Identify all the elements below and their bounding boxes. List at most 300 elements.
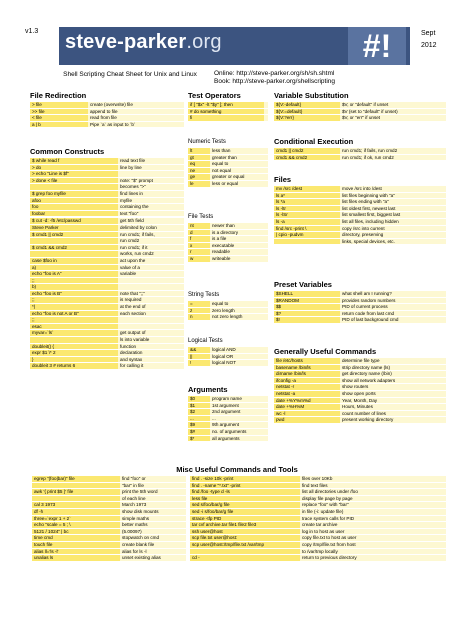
description-cell: is required [118,297,184,303]
table-row [190,549,446,555]
command-cell: pwd [274,417,340,423]
command-cell: cal 3 1973 [32,502,120,508]
description-cell: Year, Month, Day [340,398,446,404]
description-cell: line by line [118,165,184,171]
command-cell: *) [30,304,118,310]
table-row [30,204,184,210]
command-cell: ;; [30,317,118,323]
command-cell: touch file [32,542,120,548]
table-row [188,429,268,435]
command-cell: $9 [188,422,210,428]
table-row [32,516,186,522]
site-banner [59,27,410,65]
command-cell: ;; [30,278,118,284]
description-cell: show routers [340,384,446,390]
command-cell: if [ "$x" -lt "$y" ]; then [188,102,264,108]
command-cell: alias ll='ls -l' [32,549,120,555]
command-cell: $ grep foo myfile [30,191,118,197]
description-cell: move /src into /dest [340,186,446,192]
description-cell: note that ";;" [118,291,184,297]
command-cell: # do something [188,109,264,115]
command-cell: sed -i s/foo/bar/g file [190,509,300,515]
description-cell: present working directory [340,417,446,423]
table-row [274,206,446,212]
command-cell: file /etc/hosts [274,358,340,364]
table-row [274,102,446,108]
description-cell: greater or equal [210,174,268,180]
version-label: v1.3 [25,28,39,35]
command-cell: case $foo in [30,258,118,264]
command-cell: $$ [274,304,340,310]
table-row [188,115,268,121]
command-cell: > file [30,102,88,108]
section-files [274,175,446,245]
command-cell: $0 [188,396,210,402]
command-cell: expr $1 \* 2 [30,350,118,356]
section-title: Numeric Tests [188,139,226,145]
description-cell: no. of arguments [210,429,268,435]
table-row [32,522,186,528]
command-cell: f [188,236,210,242]
description-cell: equal to [210,161,268,167]
command-cell: < file [30,115,88,121]
description-cell: is a directory [210,230,268,236]
table-row [30,297,184,303]
description-cell: logical NOT [210,360,268,366]
description-cell: list files ending with "a" [340,199,446,205]
description-cell: is a file [210,236,268,242]
command-cell [30,251,118,257]
command-cell: n [188,314,210,320]
table-row [274,226,446,232]
table-row [188,422,268,428]
command-cell: ls -ltr [274,206,340,212]
description-cell: value of a [118,265,184,271]
command-cell: fi [188,115,264,121]
table-row [188,161,268,167]
table-row [274,317,446,323]
command-cell: && [188,347,210,353]
table-row [30,284,184,290]
command-cell: $1 [188,403,210,409]
command-cell [274,239,340,245]
description-cell: zero length [210,308,268,314]
command-cell: sed s/foo/bar/g file [190,502,300,508]
description-cell: create (overwrite) file [88,102,184,108]
table-row [30,165,184,171]
description-cell: links, special devices, etc. [340,239,446,245]
section-title: Generally Useful Commands [274,347,377,356]
table-row [274,115,446,121]
description-cell: for calling it [118,363,184,369]
section-title: Test Operators [188,91,241,100]
table-row [32,476,186,482]
misc-commands-right [190,475,446,562]
command-cell: ls -lSr [274,212,340,218]
description-cell: logical AND [210,347,268,353]
table-row [274,358,446,364]
table-row [188,148,268,154]
description-cell: list files beginning with "a" [340,193,446,199]
table-row [30,184,184,190]
description-cell: less than [210,148,268,154]
command-cell: ${V:?err} [274,115,340,121]
description-cell: to /var/tmp locally [300,549,446,555]
command-cell: } [30,357,118,363]
description-cell: provides random numbers [340,298,446,304]
command-cell: ssh user@host [190,529,300,535]
description-cell: find lines in [118,191,184,197]
description-cell: not equal [210,168,268,174]
table-row [274,404,446,410]
description-cell: in file (-i: update file) [300,509,446,515]
online-link[interactable]: Online: http://steve-parker.org/sh/sh.shtml [214,70,335,77]
command-cell: basename /bin/ls [274,365,340,371]
table-row [30,102,184,108]
command-cell: z [188,308,210,314]
description-cell: "bar" in file [120,483,186,489]
command-table [188,300,268,321]
table-row [32,502,186,508]
command-cell: unalias ls [32,555,120,561]
command-cell: cd - [190,555,300,561]
command-cell: find /src -print \ [274,226,340,232]
command-cell: lt [188,148,210,154]
section-title: Common Constructs [30,147,105,156]
table-row [30,311,184,317]
table-row [188,416,268,422]
description-cell: becomes ">" [118,184,184,190]
page-subtitle: Shell Scripting Cheat Sheet for Unix and Linux [63,71,197,78]
table-row [30,109,184,115]
section-title: File Redirection [30,91,87,100]
table-row [190,489,446,495]
table-row [190,535,446,541]
command-cell: $# [188,429,210,435]
table-row [188,436,268,442]
description-cell: copy file.txt to host as user [300,535,446,541]
description-cell [264,102,268,108]
logo-org: .org [186,31,222,53]
section-title: Preset Variables [274,280,332,289]
description-cell: directory, preserving [340,232,446,238]
description-cell: return code from last cmd [340,311,446,317]
description-cell: 2nd argument [210,409,268,415]
table-row [274,378,446,384]
table-row [32,509,186,515]
description-cell: greater than [210,155,268,161]
section-title: Conditional Execution [274,137,354,146]
description-cell: copy /tmp/file.txt from host [300,542,446,548]
table-row [30,291,184,297]
command-cell: date +%H%M [274,404,340,410]
table-row [274,199,446,205]
command-table [274,185,446,245]
table-row [274,398,446,404]
description-cell: not zero length [210,314,268,320]
misc-commands-left [32,475,186,562]
description-cell [264,109,268,115]
command-cell: tar cvf archive.tar file1 file2 file3 [190,522,300,528]
command-cell [32,496,120,502]
table-row [188,174,268,180]
description-cell [118,284,184,290]
table-row [188,230,268,236]
command-cell: Steve Parker [30,225,118,231]
table-row [274,291,446,297]
description-cell: run cmd1; if ok, run cmd2 [340,155,446,161]
date-year: 2012 [421,42,437,49]
table-row [274,365,446,371]
command-cell: nt [188,223,210,229]
command-cell: echo "scale = 5 ; \ [32,522,120,528]
description-cell: count number of lines [340,411,446,417]
command-cell: echo "foo is A" [30,271,118,277]
command-cell: gt [188,155,210,161]
description-cell: $V, or "default" if unset [340,102,446,108]
description-cell: files over 10Kb [300,476,446,482]
table-row [274,186,446,192]
command-cell: x [188,243,210,249]
table-row [188,347,268,353]
description-cell: copy /src into current [340,226,446,232]
section-string-tests [188,290,268,321]
table-row [30,245,184,251]
description-cell: all arguments [210,436,268,442]
table-row [30,218,184,224]
description-cell [264,115,268,121]
table-row [188,308,268,314]
table-row [188,102,268,108]
command-cell: foo [30,204,118,210]
table-row [30,337,184,343]
command-table [188,101,268,122]
description-cell: delimited by colon [118,225,184,231]
command-table [190,475,446,562]
table-row [30,258,184,264]
command-cell: $ cmd1 && cmd2 [30,245,118,251]
table-row [32,489,186,495]
command-cell: >> file [30,109,88,115]
section-title: Arguments [188,385,228,394]
table-row [190,496,446,502]
table-row [188,243,268,249]
section-logical-tests [188,336,268,367]
site-logo [65,31,222,54]
table-row [188,403,268,409]
description-cell: what shell am I running? [340,291,446,297]
section-title: Variable Substitution [274,91,349,100]
table-row [30,278,184,284]
table-row [30,357,184,363]
description-cell: 9th argument [210,422,268,428]
table-row [274,371,446,377]
table-row [30,330,184,336]
table-row [190,509,446,515]
table-row [32,496,186,502]
section-arguments [188,385,268,442]
command-cell: ! [188,360,210,366]
description-cell: variable [118,271,184,277]
section-useful-commands [274,347,446,424]
description-cell: show all network adapters [340,378,446,384]
description-cell: text "foo" [118,211,184,217]
command-cell: echo "foo is B" [30,291,118,297]
command-cell: a | b [30,122,88,128]
command-cell: ls -a [274,219,340,225]
description-cell [118,171,184,177]
command-cell: le [188,181,210,187]
command-cell: netstat -r [274,384,340,390]
description-cell: list smallest first, biggest last [340,212,446,218]
command-cell: date +%Y%m%d [274,398,340,404]
description-cell: PID of current process [340,304,446,310]
command-cell: find /foo -type d -ls [190,489,300,495]
description-cell: run cmd1; if fails, [118,232,184,238]
command-table [32,475,186,562]
table-row [190,516,446,522]
description-cell: read text file [118,158,184,164]
description-cell: get directory name (/bin) [340,371,446,377]
section-title: File Tests [188,214,214,220]
table-row [190,483,446,489]
command-cell: ls *a [274,199,340,205]
table-row [274,298,446,304]
command-cell: doubleit 3 # returns 6 [30,363,118,369]
command-cell: wc -l [274,411,340,417]
command-cell: ifconfig -a [274,378,340,384]
table-row [30,171,184,177]
description-cell: logical OR [210,354,268,360]
command-cell: $ while read f [30,158,118,164]
description-cell: read from file [88,115,184,121]
command-table [188,147,268,188]
description-cell: simple maths [120,516,186,522]
table-row [32,529,186,535]
command-cell [32,483,120,489]
command-cell: ;; [30,297,118,303]
description-cell: works, run cmd2 [118,251,184,257]
table-row [30,344,184,350]
description-cell: (5.00097) [120,529,186,535]
command-table [188,222,268,263]
command-cell: 5121 / 1024" | bc [32,529,120,535]
table-row [32,549,186,555]
table-row [190,542,446,548]
command-cell: > do [30,165,118,171]
table-row [274,239,446,245]
description-cell: return to previous directory [300,555,446,561]
table-row [30,304,184,310]
description-cell: get output of [118,330,184,336]
description-cell: readable [210,249,268,255]
table-row [32,483,186,489]
description-cell: trace system calls for PID [300,516,446,522]
command-cell: three=`expr 1 + 2` [32,516,120,522]
section-numeric-tests [188,137,268,188]
description-cell [118,324,184,330]
table-row [32,542,186,548]
command-cell: $ cut -d: -f5 /etc/passwd [30,218,118,224]
table-row [30,115,184,121]
table-row [188,409,268,415]
section-common-constructs [30,147,184,370]
command-cell: | cpio -pudvm [274,232,340,238]
description-cell: note: "$" prompt [118,178,184,184]
description-cell: Pipe `a` as input to `b` [88,122,184,128]
command-cell: time cmd [32,535,120,541]
table-row [274,148,446,154]
table-row [188,314,268,320]
section-variable-substitution [274,91,446,122]
table-row [30,178,184,184]
command-cell: dirname /bin/ls [274,371,340,377]
description-cell: 1st argument [210,403,268,409]
description-cell: print the 5th word [120,489,186,495]
table-row [274,219,446,225]
command-cell: ... [188,416,210,422]
command-table [30,101,184,128]
table-row [190,529,446,535]
command-cell: > done < file [30,178,118,184]
table-row [30,363,184,369]
description-cell: show open ports [340,391,446,397]
command-cell: $2 [188,409,210,415]
command-cell: afoo [30,198,118,204]
command-cell [30,337,118,343]
command-cell: strace -tfp PID [190,516,300,522]
table-row [32,535,186,541]
section-preset-variables [274,280,446,324]
description-cell: find "foo" or [120,476,186,482]
description-cell: create blank file [120,542,186,548]
command-cell: find . -name "*.txt" -print [190,483,300,489]
table-row [30,265,184,271]
table-row [30,238,184,244]
command-cell: = [188,301,210,307]
table-row [274,391,446,397]
section-test-operators [188,91,268,122]
description-cell: writeable [210,256,268,262]
command-cell: $? [274,311,340,317]
description-cell: equal to [210,301,268,307]
table-row [190,502,446,508]
command-cell: cmd1 && cmd2 [274,155,340,161]
table-row [188,396,268,402]
command-cell: b) [30,284,118,290]
command-cell: ${V:-default} [274,102,340,108]
description-cell: each section [118,311,184,317]
description-cell: show disk mounts [120,509,186,515]
description-cell: list oldest first, newest last [340,206,446,212]
section-conditional-execution [274,137,446,161]
description-cell: March 1973 [120,502,186,508]
command-cell: cmd1 || cmd2 [274,148,340,154]
section-title: Files [274,175,292,184]
table-row [188,236,268,242]
table-row [30,232,184,238]
table-row [30,122,184,128]
book-link[interactable]: Book: http://steve-parker.org/shellscripting [214,78,336,85]
table-row [30,158,184,164]
description-cell: run cmd1; if fails, run cmd2 [340,148,446,154]
table-row [188,155,268,161]
description-cell: replace "foo" with "bar" [300,502,446,508]
description-cell: PID of last background cmd [340,317,446,323]
table-row [274,311,446,317]
command-cell: netstat -a [274,391,340,397]
table-row [188,223,268,229]
